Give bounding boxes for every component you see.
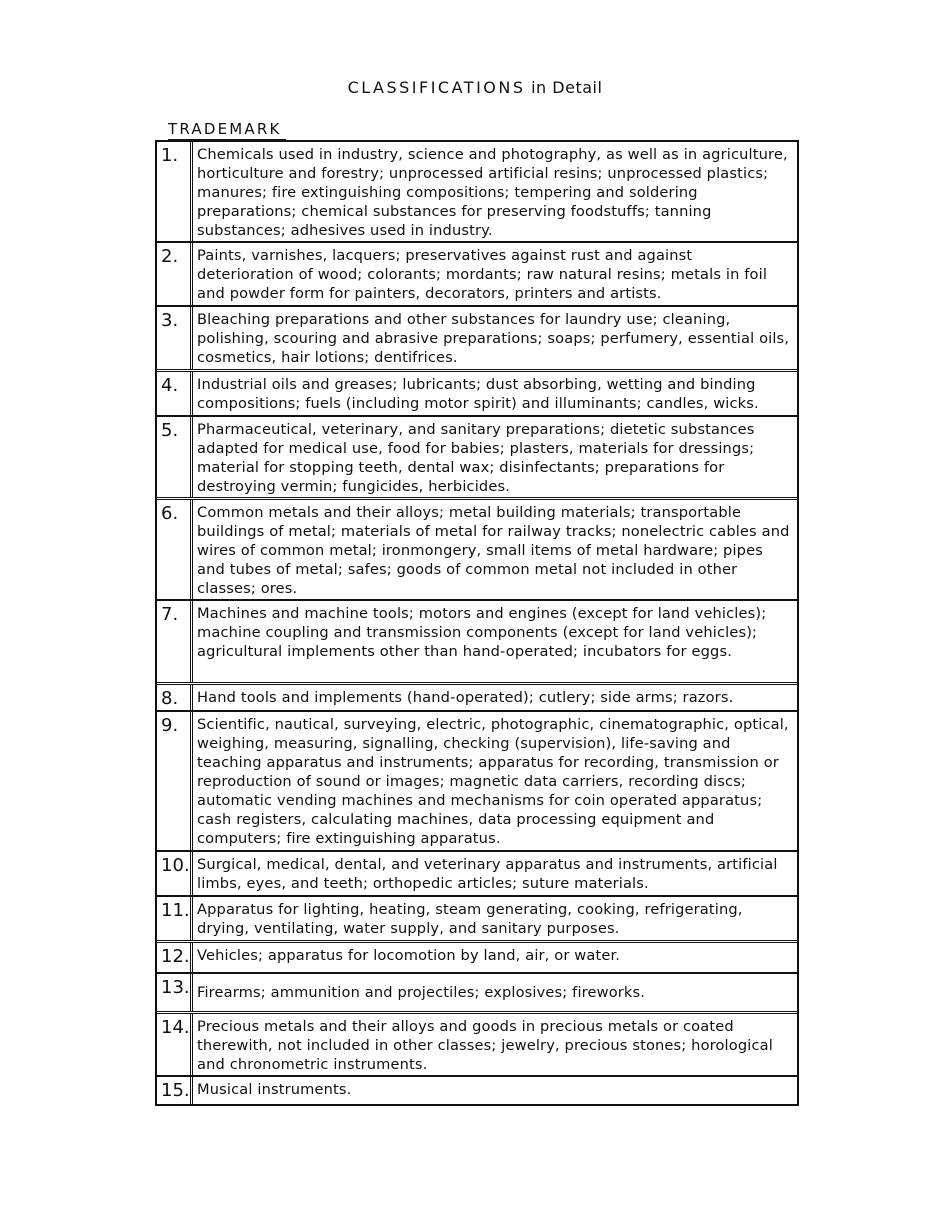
- table-row: [157, 895, 797, 940]
- class-number: 9.: [157, 712, 193, 850]
- class-description: Apparatus for lighting, heating, steam generating, cooking, refrigerating, drying, ventilating, water supply, and sanitary purposes.: [197, 901, 743, 937]
- section-heading: TRADEMARK: [168, 119, 286, 141]
- table-row: [157, 415, 797, 497]
- classifications-table: [155, 140, 799, 1106]
- class-description: Chemicals used in industry, science and photography, as well as in agriculture, horticulture and forestry; unprocessed artificial resins; unprocessed plastics; manures; fire extinguishing compositions; tempering and soldering preparations; chemical substances for preserving foodstuffs; tanning substances; adhesives used in industry.: [197, 146, 788, 239]
- page-title: [0, 78, 950, 97]
- class-description: Hand tools and implements (hand-operated); cutlery; side arms; razors.: [197, 689, 734, 706]
- class-description: Firearms; ammunition and projectiles; explosives; fireworks.: [197, 984, 646, 1001]
- class-description: Bleaching preparations and other substances for laundry use; cleaning, polishing, scouring and abrasive preparations; soaps; perfumery, essential oils, cosmetics, hair lotions; dentifrices.: [197, 311, 790, 366]
- class-number: 3.: [157, 307, 193, 369]
- class-number: 1.: [157, 142, 193, 241]
- class-description: Precious metals and their alloys and goods in precious metals or coated therewith, not included in other classes; jewelry, precious stones; horological and chronometric instruments.: [197, 1018, 773, 1073]
- table-row: [157, 972, 797, 1011]
- title-caps: CLASSIFICATIONS: [347, 78, 526, 97]
- class-number: 6.: [157, 500, 193, 599]
- class-description: Common metals and their alloys; metal building materials; transportable buildings of metal; materials of metal for railway tracks; nonelectric cables and wires of common metal; ironmongery, small items of metal hardware; pipes and tubes of metal; safes; goods of common metal not included in other classes; ores.: [197, 504, 790, 597]
- class-number: 7.: [157, 601, 193, 682]
- table-row: [157, 850, 797, 895]
- class-description: Paints, varnishes, lacquers; preservatives against rust and against deterioration of wood; colorants; mordants; raw natural resins; metals in foil and powder form for painters, decorators, printers and artists.: [197, 247, 768, 302]
- class-number: 2.: [157, 243, 193, 305]
- class-description: Musical instruments.: [197, 1081, 352, 1098]
- class-number: 14.: [157, 1014, 193, 1075]
- class-description: Surgical, medical, dental, and veterinary apparatus and instruments, artificial limbs, eyes, and teeth; orthopedic articles; suture materials.: [197, 856, 778, 892]
- class-number: 13.: [157, 974, 193, 1011]
- table-row: [157, 940, 797, 972]
- table-row: [157, 140, 797, 241]
- class-number: 12.: [157, 943, 193, 972]
- table-row: [157, 369, 797, 415]
- class-number: 10.: [157, 852, 193, 895]
- class-description: Pharmaceutical, veterinary, and sanitary preparations; dietetic substances adapted for medical use, food for babies; plasters, materials for dressings; material for stopping teeth, dental wax; disinfectants; preparations for destroying vermin; fungicides, herbicides.: [197, 421, 755, 495]
- table-row: [157, 682, 797, 710]
- class-description: Scientific, nautical, surveying, electric, photographic, cinematographic, optical, weighing, measuring, signalling, checking (supervision), life-saving and teaching apparatus and instruments; apparatus for recording, transmission or reproduction of sound or images; magnetic data carriers, recording discs; automatic vending machines and mechanisms for coin operated apparatus; cash registers, calculating machines, data processing equipment and computers; fire extinguishing apparatus.: [197, 716, 789, 847]
- table-row: [157, 599, 797, 682]
- table-row: [157, 241, 797, 305]
- class-description: Machines and machine tools; motors and engines (except for land vehicles); machine coupling and transmission components (except for land vehicles); agricultural implements other than hand-operated; incubators for eggs.: [197, 605, 767, 660]
- class-number: 5.: [157, 417, 193, 497]
- table-row: [157, 497, 797, 599]
- title-rest: in Detail: [525, 78, 603, 97]
- class-number: 15.: [157, 1077, 193, 1104]
- table-row: [157, 1075, 797, 1104]
- class-number: 11.: [157, 897, 193, 940]
- table-row: [157, 710, 797, 850]
- class-description: Industrial oils and greases; lubricants; dust absorbing, wetting and binding compositions; fuels (including motor spirit) and illuminants; candles, wicks.: [197, 376, 759, 412]
- class-number: 8.: [157, 685, 193, 710]
- table-row: [157, 1011, 797, 1075]
- class-description: Vehicles; apparatus for locomotion by land, air, or water.: [197, 947, 621, 964]
- table-row: [157, 305, 797, 369]
- class-number: 4.: [157, 372, 193, 415]
